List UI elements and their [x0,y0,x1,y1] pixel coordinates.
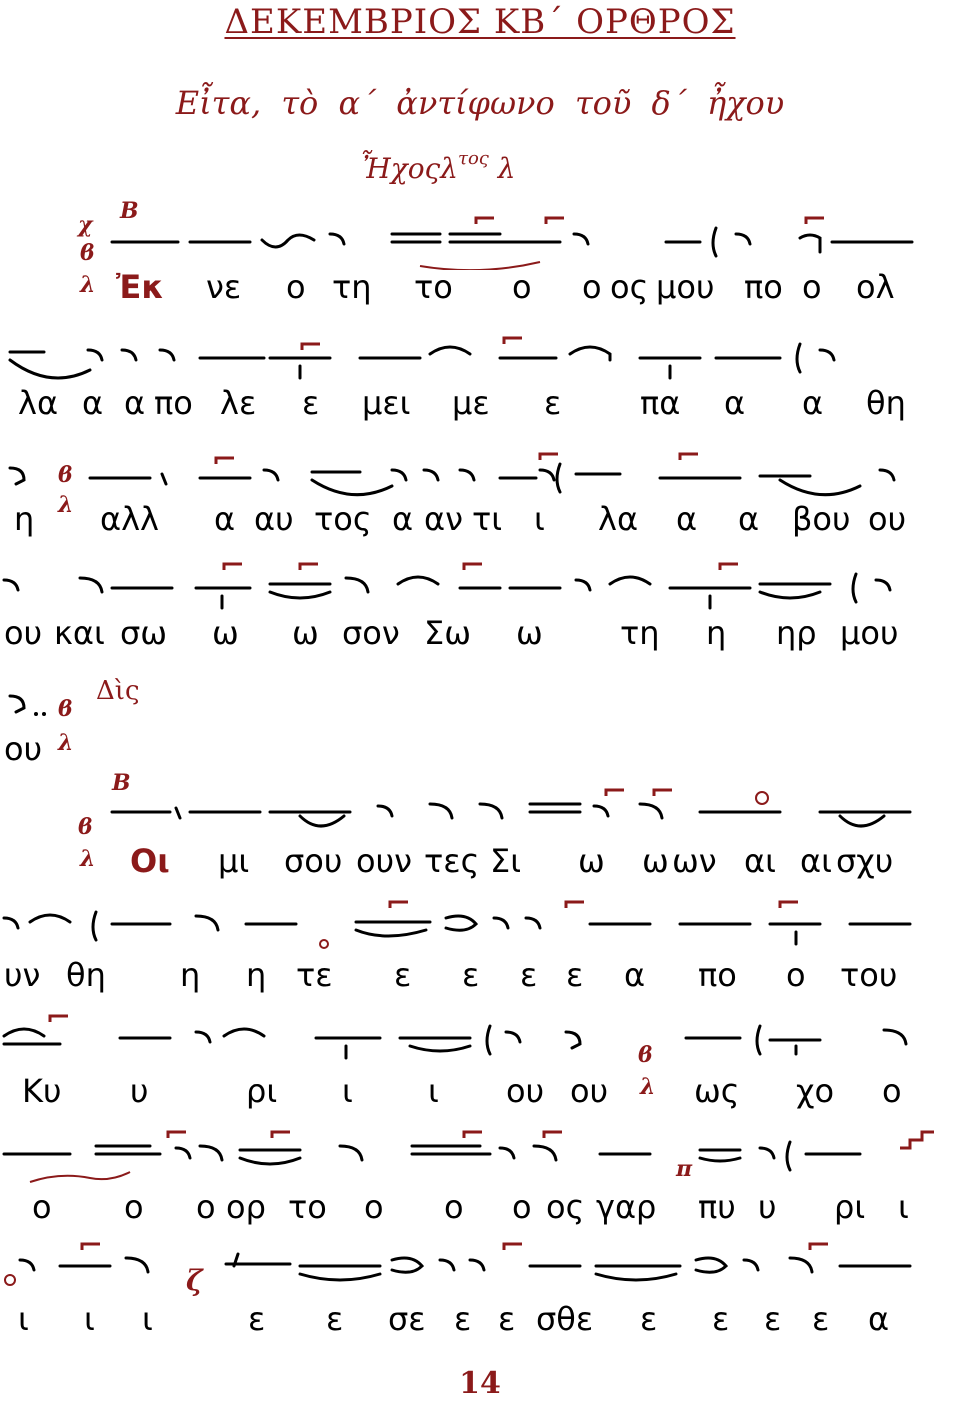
echos-sign-a: λ [440,152,458,185]
syllable: ε [302,384,320,422]
syllable: α [392,500,414,538]
neume-row-5 [0,674,960,734]
syllable: ος [610,268,649,306]
syllable: το [288,1188,327,1226]
martyria-bottom-icon: λ [80,272,96,298]
syllable: τε [296,956,333,994]
syllable: υν [4,956,41,994]
syllable: ι [428,1072,439,1110]
syllable: ι [142,1300,153,1338]
syllable: ο [582,268,602,306]
syllable: α [676,500,698,538]
syllable: ω [212,614,239,652]
dis-repeat-mark: Δὶς [96,676,140,706]
syllable: ι [18,1300,29,1338]
voice-b-mark: Β [120,198,139,224]
syllable: ε [326,1300,344,1338]
neume-row-2 [0,326,960,386]
syllable: ου [506,1072,545,1110]
syllable: ου [4,730,43,768]
syllable: ολ [856,268,895,306]
echos-sign-b: λ [497,152,516,185]
syllable: ε [764,1300,782,1338]
martyria-bottom-icon-4: λ [80,846,96,872]
neume-row-7 [0,894,960,954]
neume-row-9 [0,1124,960,1184]
syllable: ου [570,1072,609,1110]
page-subtitle: Εἶτα, τὸ α΄ ἀντίφωνο τοῦ δ΄ ἦχου [175,84,785,122]
syllable: η [180,956,201,994]
syllable: τος [314,500,372,538]
syllable: ι [534,500,545,538]
syllable: ε [520,956,538,994]
syllable: α [738,500,760,538]
lyrics-row-8 [0,1072,960,1116]
syllable: σου [284,842,343,880]
syllable: χο [796,1072,835,1110]
syllable: θη [866,384,906,422]
syllable: ηρ [776,614,817,652]
syllable: Σι [490,842,522,880]
martyria-bottom-icon-2: λ [58,492,74,518]
syllable: ο [32,1188,52,1226]
lyrics-row-5 [0,730,960,774]
syllable: μει [362,384,411,422]
syllable: πο [744,268,783,306]
syllable: ι [898,1188,909,1226]
syllable: η [14,500,35,538]
syllable: θη [66,956,106,994]
syllable: αι [744,842,776,880]
syllable: τες [424,842,480,880]
syllable: ρι [834,1188,866,1226]
syllable: ο [512,1188,532,1226]
syllable: πο [698,956,737,994]
syllable: μι [218,842,250,880]
martyria-bottom-icon-5: λ [640,1074,656,1100]
syllable: α [868,1300,890,1338]
syllable: ω [642,842,669,880]
syllable: σον [342,614,400,652]
syllable: τι [472,500,503,538]
syllable: υ [758,1188,777,1226]
syllable: ο [802,268,822,306]
syllable: ο [512,268,532,306]
echos-label: Ἦχος [360,152,441,185]
martyria-mid-icon-2: ϐ [58,462,73,488]
syllable: σω [120,614,168,652]
syllable: ο [364,1188,384,1226]
syllable: του [840,956,898,994]
martyria-mid-icon: ϐ [80,240,95,266]
syllable: ως [694,1072,740,1110]
syllable: ε [454,1300,472,1338]
syllable: ο [286,268,306,306]
syllable: πο [154,384,193,422]
lyrics-row-9 [0,1188,960,1232]
martyria-mid-icon-3: ϐ [58,696,73,722]
syllable: Ἐκ [116,268,165,306]
neume-row-1 [0,210,960,270]
syllable: τη [332,268,372,306]
syllable: αυ [254,500,294,538]
page-number: 14 [459,1366,501,1401]
lyrics-row-3 [0,500,960,544]
page-title: ΔΕΚΕΜΒΡΙΟΣ ΚΒ΄ ΟΡΘΡΟΣ [224,2,736,42]
neume-row-8 [0,1008,960,1068]
syllable: λα [18,384,59,422]
syllable: ω [516,614,543,652]
syllable: και [54,614,105,652]
syllable: η [706,614,727,652]
syllable: αι [800,842,832,880]
neume-row-3 [0,446,960,506]
syllable: τη [620,614,660,652]
syllable: ι [84,1300,95,1338]
syllable: γαρ [596,1188,657,1226]
syllable: ο [124,1188,144,1226]
syllable: α [802,384,824,422]
syllable: πα [640,384,681,422]
syllable: ε [712,1300,730,1338]
syllable: α [124,384,146,422]
syllable: σε [388,1300,426,1338]
syllable: ρι [246,1072,278,1110]
syllable: Σω [424,614,472,652]
syllable: πυ [698,1188,736,1226]
syllable: ι [342,1072,353,1110]
syllable: ε [566,956,584,994]
lyrics-row-2 [0,384,960,428]
syllable: ε [498,1300,516,1338]
syllable: ε [812,1300,830,1338]
lyrics-row-4 [0,614,960,658]
syllable: Κυ [22,1072,62,1110]
syllable: σθε [536,1300,594,1338]
syllable: ων [672,842,717,880]
martyria-bottom-icon-3: λ [58,730,74,756]
syllable: ος [546,1188,585,1226]
syllable: ω [292,614,319,652]
syllable: ε [248,1300,266,1338]
martyria-mid-icon-4: ϐ [78,814,93,840]
syllable: ο [882,1072,902,1110]
syllable: το [414,268,453,306]
syllable: ουν [356,842,412,880]
syllable: υ [130,1072,149,1110]
syllable: ο [444,1188,464,1226]
syllable: σχυ [836,842,894,880]
echos-signature [360,148,516,185]
lyrics-row-7 [0,956,960,1000]
syllable: λα [598,500,639,538]
syllable: νε [206,268,242,306]
neume-row-6 [0,782,960,842]
syllable: α [82,384,104,422]
syllable: ε [544,384,562,422]
syllable: ορ [226,1188,266,1226]
syllable: αλλ [100,500,159,538]
syllable: ο [196,1188,216,1226]
zo-mark: ζ [186,1264,203,1297]
pi-mark: π [676,1156,693,1182]
lyrics-row-10 [0,1300,960,1344]
syllable: η [246,956,267,994]
lyrics-row-1 [0,268,960,312]
syllable: α [724,384,746,422]
syllable: αν [424,500,463,538]
syllable: ο [786,956,806,994]
syllable: ε [462,956,480,994]
syllable: ω [578,842,605,880]
syllable: μου [840,614,899,652]
syllable: Οι [130,842,170,880]
voice-b-mark-2: Β [112,770,131,796]
syllable: α [214,500,236,538]
syllable: ου [4,614,43,652]
syllable: ου [868,500,907,538]
syllable: λε [220,384,257,422]
echos-sup: τος [458,148,489,169]
lyrics-row-6 [0,842,960,886]
martyria-top-icon: χ [78,212,93,238]
syllable: α [624,956,646,994]
syllable: ε [640,1300,658,1338]
syllable: μου [656,268,715,306]
syllable: βου [792,500,851,538]
syllable: ε [394,956,412,994]
martyria-mid-icon-5: ϐ [638,1042,653,1068]
neume-row-10 [0,1236,960,1296]
syllable: με [452,384,490,422]
neume-row-4 [0,556,960,616]
